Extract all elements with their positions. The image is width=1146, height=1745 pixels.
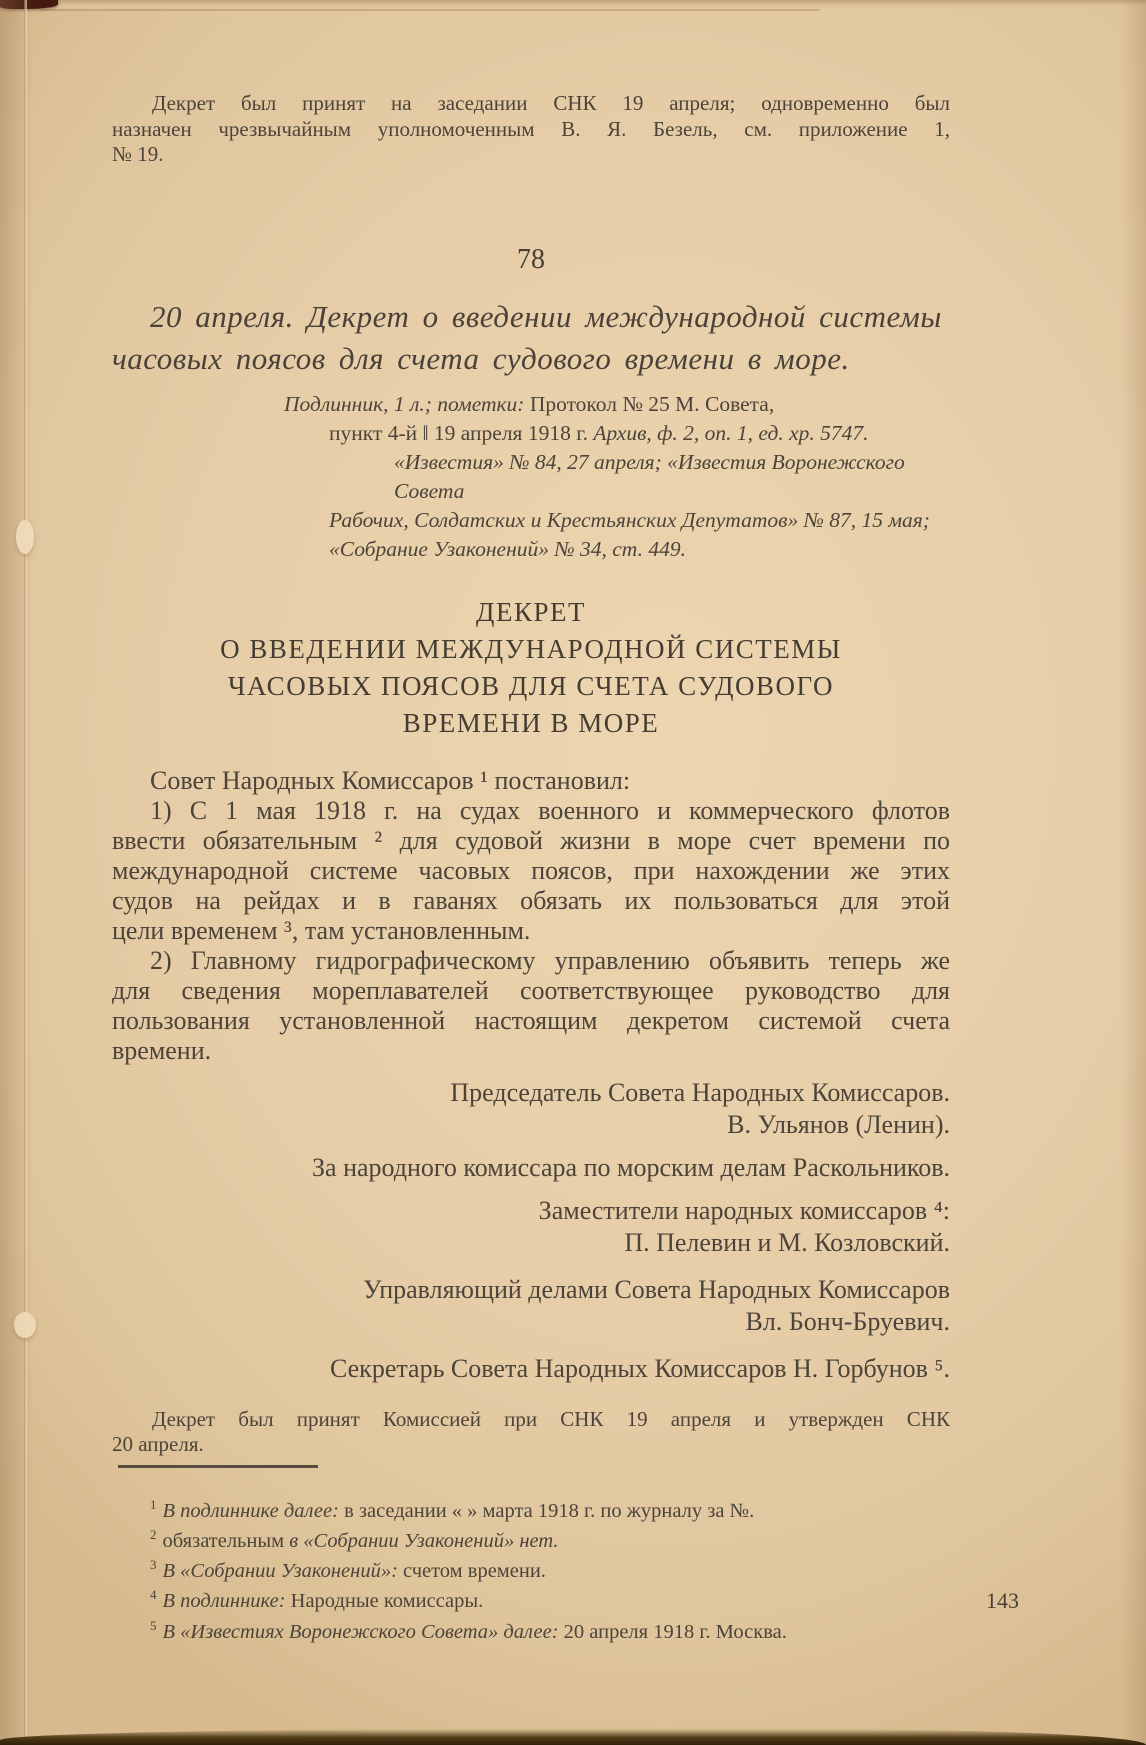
signature-secretary: Секретарь Совета Народных Комиссаров Н. Горбунов ⁵. xyxy=(329,1353,950,1383)
body-line: пользования установленной настоящим декретом системой счета xyxy=(112,1005,950,1035)
body-line: 1) С 1 мая 1918 г. на судах военного и коммерческого флотов xyxy=(150,795,950,825)
signature-manager-title: Управляющий делами Совета Народных Комиссаров xyxy=(363,1274,950,1304)
source-line: «Собрание Узаконений» № 34, ст. 449. xyxy=(329,536,686,561)
source-line: Рабочих, Солдатских и Крестьянских Депутатов» № 87, 15 мая; xyxy=(329,507,930,532)
footnote-marker: 1 xyxy=(150,1496,157,1512)
entry-title xyxy=(112,296,950,380)
source-line: «Известия» № 84, 27 апреля; «Известия Воронежского Совета xyxy=(394,449,905,503)
decree-heading-line: О ВВЕДЕНИИ МЕЖДУНАРОДНОЙ СИСТЕМЫ xyxy=(220,633,842,664)
signature-chairman-title: Председатель Совета Народных Комиссаров. xyxy=(450,1077,950,1107)
body-line: Совет Народных Комиссаров ¹ постановил: xyxy=(150,765,631,795)
note-line: Декрет был принят Комиссией при СНК 19 апреля и утвержден СНК xyxy=(152,1406,950,1431)
paper-damage-spot xyxy=(14,1312,36,1338)
page-crease xyxy=(24,0,27,1745)
left-edge-vignette xyxy=(0,0,34,1745)
decree-heading-line: ЧАСОВЫХ ПОЯСОВ ДЛЯ СЧЕТА СУДОВОГО xyxy=(227,670,834,701)
body-line: 2) Главному гидрографическому управлению объявить теперь же xyxy=(150,945,950,975)
footnote-marker: 2 xyxy=(150,1526,157,1542)
body-line: цели временем ³, там установленным. xyxy=(112,915,531,945)
decree-heading-line: ВРЕМЕНИ В МОРЕ xyxy=(402,707,660,738)
note-line: назначен чрезвычайным уполномоченным В. Я. Безель, см. приложение 1, xyxy=(112,116,950,141)
body-line: судов на рейдах и в гаванях обязать их пользоваться для этой xyxy=(112,885,950,915)
footnote-marker: 4 xyxy=(150,1587,157,1603)
footnote: $^4$ В подлиннике: Народные комиссары. xyxy=(150,1587,484,1613)
decree-heading xyxy=(112,594,950,742)
body-line: ввести обязательным ² для судовой жизни в море счет времени по xyxy=(112,825,950,855)
entry-title-line: часовых поясов для счета судового времени в море. xyxy=(112,340,850,376)
signature-chairman-name: В. Ульянов (Ленин). xyxy=(727,1109,950,1139)
decree-heading-line: ДЕКРЕТ xyxy=(476,596,586,627)
entry-title-line: 20 апреля. Декрет о введении международной системы xyxy=(150,298,942,334)
editorial-note-top xyxy=(112,91,950,168)
page-bottom-edge-shadow xyxy=(0,1729,1146,1745)
text-column xyxy=(112,0,950,1644)
paper-damage-spot xyxy=(16,520,34,554)
editorial-note-bottom xyxy=(112,1407,950,1458)
decree-body xyxy=(112,766,950,1066)
body-line: международной системе часовых поясов, при нахождении же этих xyxy=(112,855,950,885)
footnote: $^3$ В «Собрании Узаконений»: счетом времени. xyxy=(150,1557,546,1582)
right-edge-vignette xyxy=(1120,0,1146,1745)
footnote-separator xyxy=(118,1465,318,1468)
footnote-marker: 3 xyxy=(150,1557,157,1573)
note-line: Декрет был принят на заседании СНК 19 апреля; одновременно был xyxy=(152,91,950,115)
entry-number: 78 xyxy=(517,243,545,275)
signature-manager-name: Вл. Бонч-Бруевич. xyxy=(745,1306,950,1336)
note-line: № 19. xyxy=(112,142,164,166)
footnotes xyxy=(112,1493,950,1645)
body-line: для сведения мореплавателей соответствующее руководство для xyxy=(112,975,950,1005)
signature-deputies-names: П. Пелевин и М. Козловский. xyxy=(624,1227,950,1257)
note-line: 20 апреля. xyxy=(112,1432,204,1456)
body-line: времени. xyxy=(112,1035,212,1065)
page-number: 143 xyxy=(986,1588,1019,1613)
source-line: пункт 4-й ‖ 19 апреля 1918 г. Архив, ф. 2, оп. 1, ед. хр. 5747. xyxy=(329,420,869,445)
source-note xyxy=(284,390,950,564)
footnote-marker: 5 xyxy=(150,1617,157,1633)
source-line: Подлинник, 1 л.; пометки: Протокол № 25 М. Совета, xyxy=(284,391,775,416)
footnote: $^2$ обязательным в «Собрании Узаконений» нет. xyxy=(150,1526,559,1552)
footnote: $^1$ В подлиннике далее: в заседании « » марта 1918 г. по журналу за №. xyxy=(150,1496,755,1522)
footnote: $^5$ В «Известиях Воронежского Совета» далее: 20 апреля 1918 г. Москва. xyxy=(150,1617,787,1643)
signature-deputies-title: Заместители народных комиссаров ⁴: xyxy=(538,1195,950,1225)
signature-naval-commissar: За народного комиссара по морским делам Раскольников. xyxy=(312,1152,950,1182)
